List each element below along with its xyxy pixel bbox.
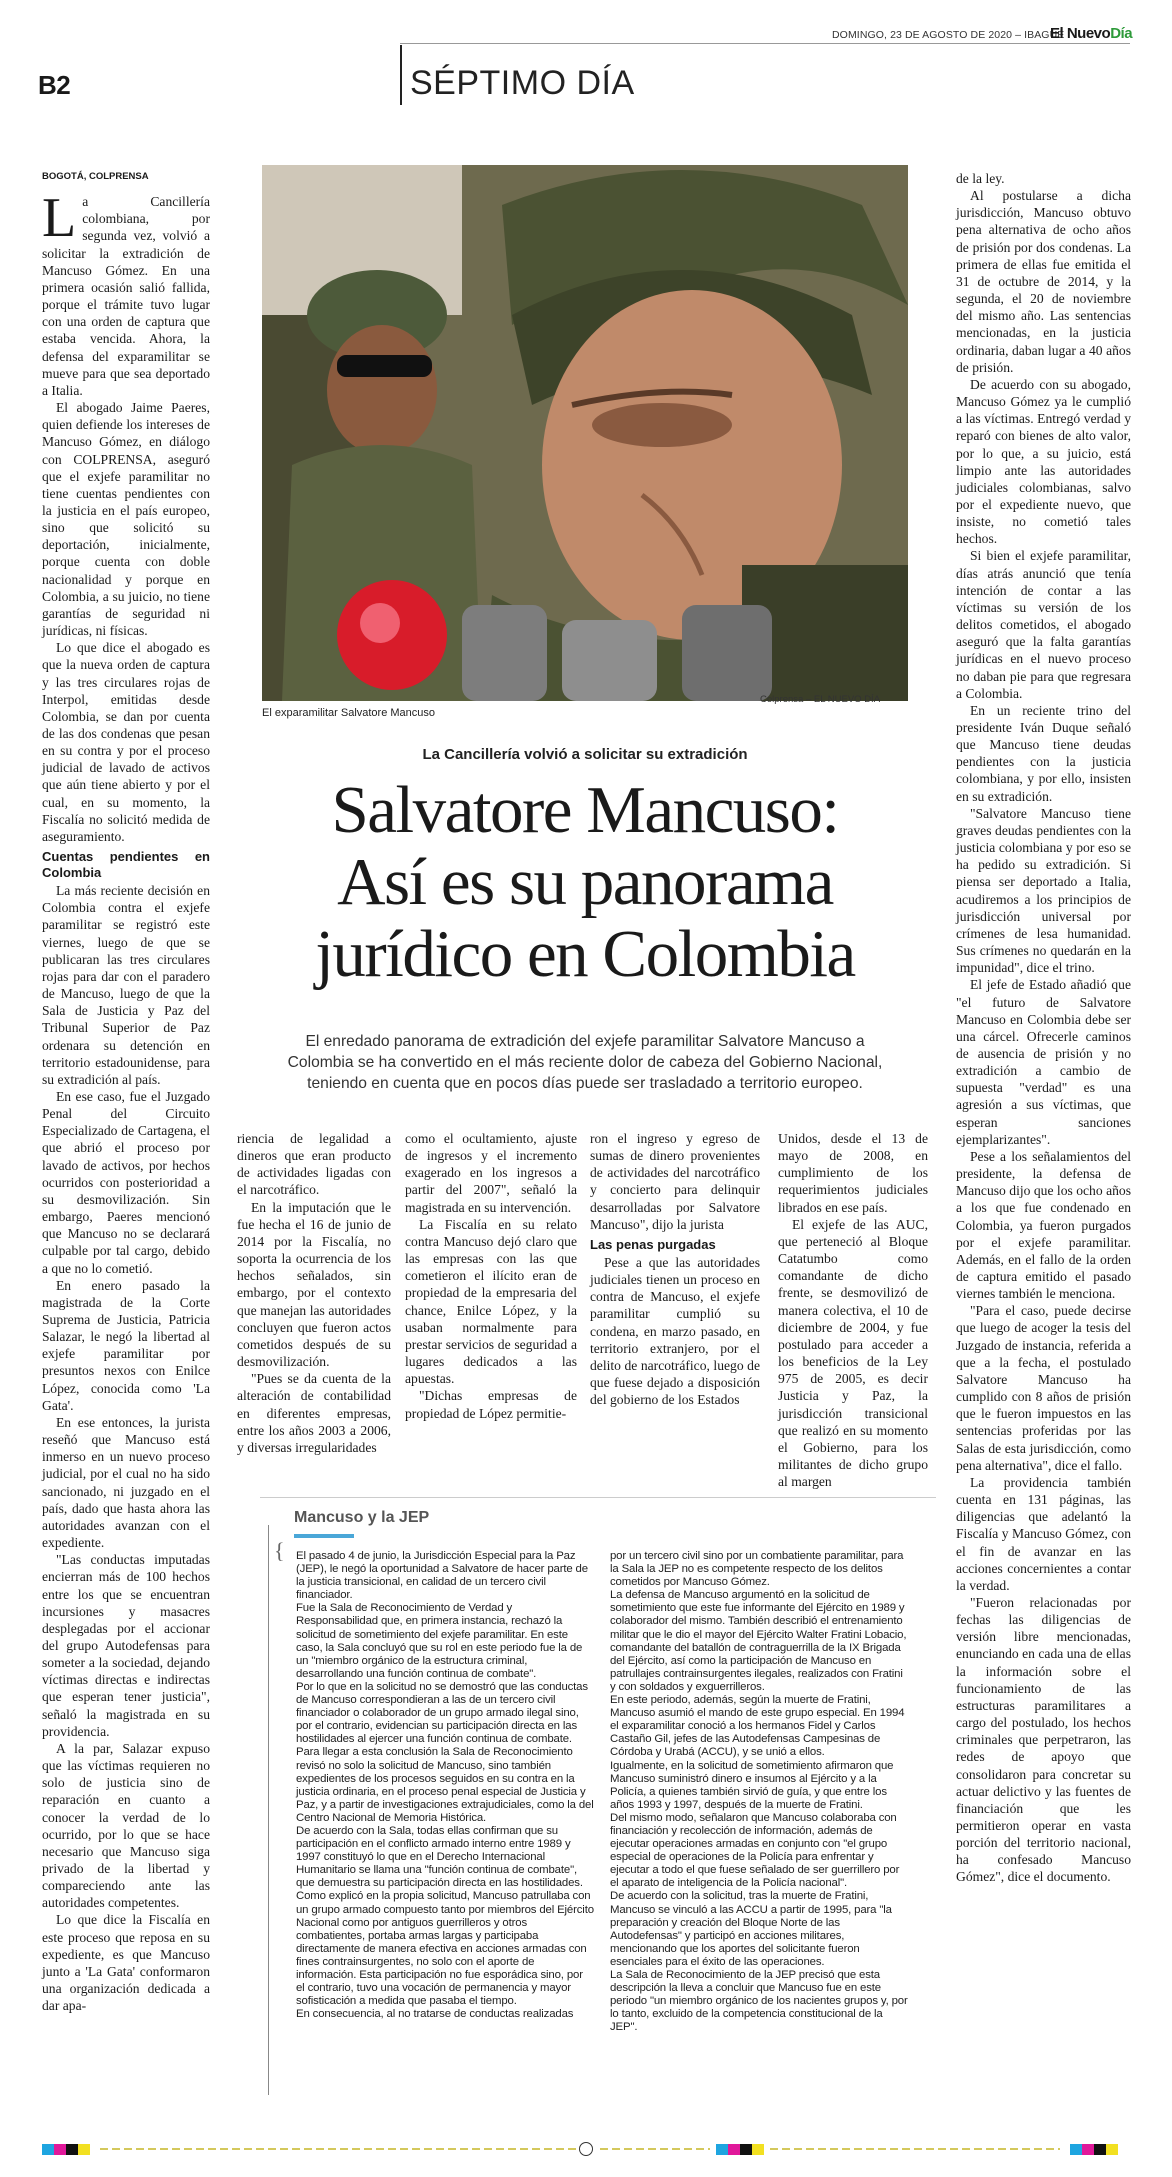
paragraph: En ese entonces, la jurista reseñó que Mancuso está inmerso en un nuevo proceso judicial, por el cual no ha sido sancionado, ni juzgado en el país, dado que hasta ahora las autoridades avanzan con el expediente. [42, 1414, 210, 1551]
registration-swatch [1106, 2144, 1118, 2155]
subheading: Cuentas pendientes en Colombia [42, 849, 210, 881]
paragraph: como el ocultamiento, ajuste de ingresos y el incremento exagerado en los ingresos a partir del 2007", señaló la magistrada en su intervención. [405, 1131, 577, 1215]
portrait-photo [262, 165, 908, 701]
photo-credit: Colprensa – EL NUEVO DÍA [760, 694, 881, 705]
sidebar-title: Mancuso y la JEP [294, 1509, 430, 1526]
paragraph: La más reciente decisión en Colombia contra el exjefe paramilitar se registró este viernes, luego de que se publicaran las tres circulares rojas para dar con el paradero de Mancuso, luego de que la Sala de Justicia y Paz del Tribunal Superior de Paz ordenara su detención en territorio estadounidense, para su extradición al país. [42, 883, 210, 1087]
brand-logo-right: Día [1110, 25, 1133, 42]
registration-swatch [1070, 2144, 1082, 2155]
paragraph: El jefe de Estado añadió que "el futuro de Salvatore Mancuso en Colombia debe ser una cárcel. Ofrecerle caminos de ausencia de prisión y no extradición a cambio de supuesta "verdad" es una agresión a sus víctimas, que esperan sanciones ejemplarizantes". [956, 977, 1131, 1147]
masthead-top-rule [400, 43, 1130, 44]
brand-logo [1050, 25, 1132, 42]
issue-date: DOMINGO, 23 DE AGOSTO DE 2020 – IBAGUÉ [832, 29, 1065, 41]
paragraph: En un reciente trino del presidente Iván Duque señaló que Mancuso tiene deudas pendientes con la justicia colombiana, y por ello, insisten en su extradición. [956, 702, 1131, 804]
article-photo [262, 165, 908, 701]
article-column-4 [590, 1130, 760, 1408]
paragraph: En ese caso, fue el Juzgado Penal del Circuito Especializado de Cartagena, el que abrió el proceso por lavado de activos, por hechos ocurridos con posterioridad a su desmovilización. Sin embargo, Paeres mencionó que Mancuso no se declarará culpable por tal cargo, debido a que no lo cometió. [42, 1088, 210, 1276]
sidebar-paragraph: En consecuencia, al no tratarse de conductas realizadas [296, 2008, 574, 2021]
registration-dashes [770, 2148, 1060, 2150]
article-column-6 [956, 170, 1131, 1886]
paragraph: Pese a que las autoridades judiciales tienen un proceso en contra de Mancuso, el exjefe paramilitar cumplió su condena, en marzo pasado, en territorio extranjero, por el delito de narcotráfico, luego de que fuese dejado a disposición del gobierno de los Estados [590, 1254, 760, 1408]
lead-line: Colombia se ha convertido en el más reciente dolor de cabeza del Gobierno Nacional, [287, 1054, 883, 1071]
paragraph: "Dichas empresas de propiedad de López permitie- [405, 1388, 577, 1421]
kicker: La Cancillería volvió a solicitar su extradición [422, 746, 748, 763]
sidebar-paragraph: Del mismo modo, señalaron que Mancuso colaboraba con financiación y recolección de información, además de ejecutar operaciones armadas en conjunto con "el grupo especial de operaciones de la Policía para enfrentar y ejecutar a todo el que fuese señalado de ser guerrillero por el aparato de inteligencia de la Policía nacional". [610, 1811, 900, 1890]
registration-dashes [100, 2148, 580, 2150]
paragraph: El exjefe de las AUC, que perteneció al Bloque Catatumbo como comandante de dicho frente, se desmovilizó de manera colectiva, el 10 de diciembre de 2004, y fue postulado para acceder a los beneficios de la Ley 975 de 2005, es decir Justicia y Paz, la jurisdicción transicional que realizó en su momento el Gobierno, para los militantes de dicho grupo al margen [778, 1216, 928, 1490]
sidebar-column-left [296, 1550, 594, 2021]
paragraph: El abogado Jaime Paeres, quien defiende los intereses de Mancuso Gómez, en diálogo con COLPRENSA, aseguró que el exjefe paramilitar no tiene cuentas pendientes con la justicia en el país europeo, sino que solicitó su deportación, inicialmente, porque cuenta con doble nacionalidad y porque en Colombia, a su juicio, no tiene garantías de seguridad ni jurídicas, ni físicas. [42, 400, 210, 639]
sidebar-paragraph: Fue la Sala de Reconocimiento de Verdad y Responsabilidad que, en primera instancia, rechazó la solicitud de sometimiento del exjefe paramilitar. En este caso, la Sala concluyó que su rol en este periodo fue la de un "miembro orgánico de la estructura criminal, desarrollando una función continua de combate". [296, 1602, 583, 1680]
paragraph: ron el ingreso y egreso de sumas de dinero provenientes de actividades del narcotráfico y concierto para delinquir desarrolladas por Salvatore Mancuso", dijo la jurista [590, 1131, 760, 1232]
section-title: SÉPTIMO DÍA [410, 64, 635, 102]
article-column-5 [778, 1130, 928, 1490]
paragraph: Lo que dice el abogado es que la nueva orden de captura y las tres circulares rojas de Interpol, emitidas desde Colombia, se dan por cuenta de las dos condenas que pesan en su contra y por el proceso judicial de lavado de activos que aún tiene abierto y por el cual, en su momento, la Fiscalía no solicitó medida de aseguramiento. [42, 640, 210, 844]
paragraph: La providencia también cuenta en 131 páginas, las diligencias que adelantó la Fiscalía y Mancuso Gómez, con el fin de avanzar en las acciones concernientes a contar la verdad. [956, 1474, 1131, 1593]
sidebar-brace-glyph: { [274, 1538, 285, 1563]
paragraph: A la par, Salazar expuso que las víctimas requieren no solo de justicia sino de reparación en cuanto a conocer la verdad de lo ocurrido, por lo que se hace necesario que Mancuso siga privado de la libertad y compareciendo ante las autoridades competentes. [42, 1740, 210, 1911]
lead-paragraph [250, 1031, 920, 1094]
photo-caption: El exparamilitar Salvatore Mancuso [262, 707, 436, 719]
sidebar-paragraph: Para llegar a esta conclusión la Sala de Reconocimiento revisó no solo la solicitud de Mancuso, sino también expedientes de los procesos seguidos en su contra en la justicia ordinaria, en el proceso penal especial de Justicia y Paz, y a partir de investigaciones extrajudiciales, como la del Centro Nacional de Memoria Histórica. [296, 1746, 594, 1824]
registration-swatch [78, 2144, 90, 2155]
paragraph: Unidos, desde el 13 de mayo de 2008, en cumplimiento de los requerimientos judiciales librados en ese país. [778, 1131, 928, 1215]
headline-line: jurídico en Colombia [315, 917, 855, 991]
sidebar-paragraph: El pasado 4 de junio, la Jurisdicción Especial para la Paz (JEP), le negó la oportunidad a Salvatore de hacer parte de la justicia transicional, en calidad de un tercero civil financiador. [296, 1550, 588, 1602]
headline-line: Salvatore Mancuso: [331, 773, 839, 847]
sidebar-paragraph: La Sala de Reconocimiento de la JEP precisó que esta descripción la lleva a concluir que Mancuso fue en este periodo "un miembro orgánico de los nacientes grupos y, por lo tanto, excluido de la competencia constitucional de la JEP". [610, 1969, 908, 2034]
paragraph: "Para el caso, puede decirse que luego de acoger la tesis del Juzgado de instancia, referida a que a la fecha, el postulado Salvatore Mancuso ha cumplido con 8 años de prisión que le fueron impuestos en las sentencias proferidas por las Salas de esta jurisdicción, como pena alternativa", dice el fallo. [956, 1303, 1131, 1473]
subheading: Las penas purgadas [590, 1236, 716, 1252]
paragraph: La Fiscalía en su relato contra Mancuso dejó claro que las empresas con las que cometieron el ilícito eran de propiedad de la empresaria del chance, Enilce López, y la usaban normalmente para prestar servicios de seguridad a lugares dedicados a las apuestas. [405, 1216, 577, 1387]
sidebar-paragraph: De acuerdo con la solicitud, tras la muerte de Fratini, Mancuso se vinculó a las ACCU a partir de 1995, para "la preparación y creación del Bloque Norte de las Autodefensas" y participó en acciones militares, mencionando que los aportes del solicitante fueron esenciales para el éxito de las operaciones. [610, 1890, 892, 1968]
paragraph: "Las conductas imputadas encierran más de 100 hechos entre los que se encuentran incursiones y masacres desplegadas por el accionar del grupo Autodefensas para someter a la sociedad, dejando víctimas directas e indirectas que esperan tener justicia", señaló la magistrada en su providencia. [42, 1552, 210, 1739]
paragraph: "Pues se da cuenta de la alteración de contabilidad en diferentes empresas, entre los años 2003 a 2006, y diversas irregularidades [237, 1371, 391, 1455]
registration-swatch [728, 2144, 740, 2155]
headline-line: Así es su panorama [337, 845, 833, 919]
brand-logo-left: El Nuevo [1050, 25, 1111, 42]
dateline: BOGOTÁ, COLPRENSA [42, 171, 149, 182]
registration-swatch [54, 2144, 66, 2155]
paragraph: Al postularse a dicha jurisdicción, Mancuso obtuvo pena alternativa de ocho años de prisión por dos condenas. La primera de ellas fue emitida el 31 de octubre de 2014, y la segunda, el 20 de noviembre del mismo año. Las sentencias mencionadas, en la justicia ordinaria, daban lugar a 40 años de prisión. [956, 188, 1131, 375]
sidebar-paragraph: De acuerdo con la Sala, todas ellas confirman que su participación en el conflicto armado interno entre 1989 y 1997 constituyó lo que en el Derecho Internacional Humanitario se llama una "función continua de combate", que demuestra su participación directa en las hostilidades. [296, 1824, 583, 1890]
sidebar-paragraph: La defensa de Mancuso argumentó en la solicitud de sometimiento que este fue informante del Ejército en 1989 y colaborador del mismo. También describió el entrenamiento militar que le dio el mayor del Ejército Walter Fratini Lobacio, comandante del batallón de contraguerrilla de la IX Brigada del Ejército, así como la participación de Mancuso en patrullajes contrainsurgentes ilegales, realizados con Fratini y con soldados y exguerrilleros. [610, 1589, 907, 1693]
article-column-1 [42, 168, 210, 2014]
paragraph: Lo que dice la Fiscalía en este proceso que reposa en su expediente, es que Mancuso junto a 'La Gata' conformaron una organización dedicada a dar apa- [42, 1912, 210, 2014]
drop-cap: L [42, 187, 77, 250]
paragraph: de la ley. [956, 171, 1005, 186]
paragraph [42, 187, 210, 399]
registration-swatch [1082, 2144, 1094, 2155]
registration-strip [0, 2142, 1172, 2156]
article-column-3 [405, 1130, 577, 1422]
sidebar-paragraph: por un tercero civil sino por un combatiente paramilitar, para la Sala la JEP no es competente respecto de los delitos cometidos por Mancuso Gómez. [610, 1550, 904, 1589]
sidebar-column-right [610, 1550, 910, 2034]
paragraph: Pese a los señalamientos del presidente, la defensa de Mancuso dijo que los ocho años a los que fue condenado en Colombia, ya fueron purgados por el exjefe paramilitar. Además, en el fallo de la orden de captura emitido el pasado viernes también le menciona. [956, 1148, 1131, 1302]
registration-swatch [740, 2144, 752, 2155]
registration-swatch [66, 2144, 78, 2155]
article-column-2 [237, 1130, 391, 1456]
paragraph: "Fueron relacionadas por fechas las diligencias de versión libre mencionadas, enunciando en cada una de ellas la información sobre el funcionamiento de las estructuras paramilitares a cargo del postulado, los hechos criminales que perpetraron, las redes de apoyo que consolidaron para concretar su actuar delictivo y las fuentes de financiación que les permitieron operar en vasta porción del territorio nacional, ha confesado Mancuso Gómez", dice el documento. [956, 1594, 1131, 1885]
sidebar-paragraph: Igualmente, en la solicitud de sometimiento afirmaron que Mancuso suministró dinero e insumos al Ejército y a la Policía, a quienes también sirvió de guía, y que entre los años 1993 y 1997, después de la muerte de Fratini. [610, 1759, 894, 1811]
paragraph: De acuerdo con su abogado, Mancuso Gómez ya le cumplió a las víctimas. Entregó verdad y reparó con bienes de alto valor, por lo que, a su juicio, está limpio ante las autoridades judiciales colombianas, salvo por el expediente nuevo, que insiste, no cometió tales hechos. [956, 376, 1131, 547]
registration-swatch [752, 2144, 764, 2155]
lead-line: teniendo en cuenta que en pocos días puede ser trasladado a territorio europeo. [307, 1075, 863, 1092]
lead-line: El enredado panorama de extradición del exjefe paramilitar Salvatore Mancuso a [305, 1033, 865, 1050]
sidebar-paragraph: En este periodo, además, según la muerte de Fratini, Mancuso asumió el mando de este grupo especial. En 1994 el exparamilitar conoció a los hermanos Fidel y Carlos Castaño Gil, jefes de las Autodefensas Campesinas de Córdoba y Urabá (ACCU), y se unió a ellos. [610, 1694, 905, 1759]
headline [225, 774, 945, 990]
page-number: B2 [38, 70, 71, 100]
registration-swatch [1094, 2144, 1106, 2155]
sidebar-bracket [268, 1525, 283, 2095]
sidebar-paragraph: Como explicó en la propia solicitud, Mancuso patrullaba con un grupo armado compuesto tanto por miembros del Ejército Nacional como por antiguos guerrilleros y otros combatientes, portaba armas largas y participaba directamente de manera efectiva en acciones armadas con fines contrainsurgentes, no solo con el aporte de información. Esta participación no fue esporádica sino, por el contrario, tuvo una vocación de permanencia y mayor sofisticación a medida que pasaba el tiempo. [296, 1890, 594, 2008]
sidebar-accent-bar [294, 1534, 354, 1538]
registration-dashes [600, 2148, 710, 2150]
paragraph: En la imputación que le fue hecha el 16 de junio de 2014 por la Fiscalía, no soporta la ocurrencia de los hechos señalados, sin embargo, por el contexto que manejan las autoridades concluyen que fueron actos cometidos después de su desmovilización. [237, 1199, 391, 1370]
paragraph-text: a Cancillería colombiana, por segunda vez, volvió a solicitar la extradición de Mancuso Gómez. En una primera ocasión salió fallida, porque el trámite tuvo lugar con una orden de captura que estaba vencida. Ahora, la defensa del exparamilitar se mueve para que sea deportado a Italia. [42, 194, 210, 398]
paragraph: Si bien el exjefe paramilitar, días atrás anunció que tenía intención de contar a las víctimas su versión de los delitos cometidos, el abogado aseguró que la falta garantías jurídicas en el nuevo proceso no daban pie para que regresara a Colombia. [956, 548, 1131, 701]
paragraph: "Salvatore Mancuso tiene graves deudas pendientes con la justicia colombiana y por eso se ha pedido su extradición. Si piensa ser deportado a Italia, acudiremos a los principios de jurisdicción universal por crímenes de lesa humanidad. Sus crímenes no quedarán en la impunidad", dice el trino. [956, 805, 1131, 976]
registration-target-icon [579, 2142, 593, 2156]
sidebar-paragraph: Por lo que en la solicitud no se demostró que las conductas de Mancuso correspondieran a las de un tercero civil financiador o colaborador de un grupo armado ilegal sino, por el contrario, evidencian su participación directa en las hostilidades al ejercer una función continua de combate. [296, 1680, 588, 1746]
paragraph: riencia de legalidad a dineros que eran producto de actividades ligadas con el narcotráfico. [237, 1131, 391, 1198]
paragraph: En enero pasado la magistrada de la Corte Suprema de Justicia, Patricia Salazar, le negó la libertad al exjefe paramilitar por presuntos nexos con Enilce López, conocida como 'La Gata'. [42, 1277, 210, 1413]
registration-swatch [42, 2144, 54, 2155]
section-divider [400, 45, 402, 105]
registration-swatch [716, 2144, 728, 2155]
